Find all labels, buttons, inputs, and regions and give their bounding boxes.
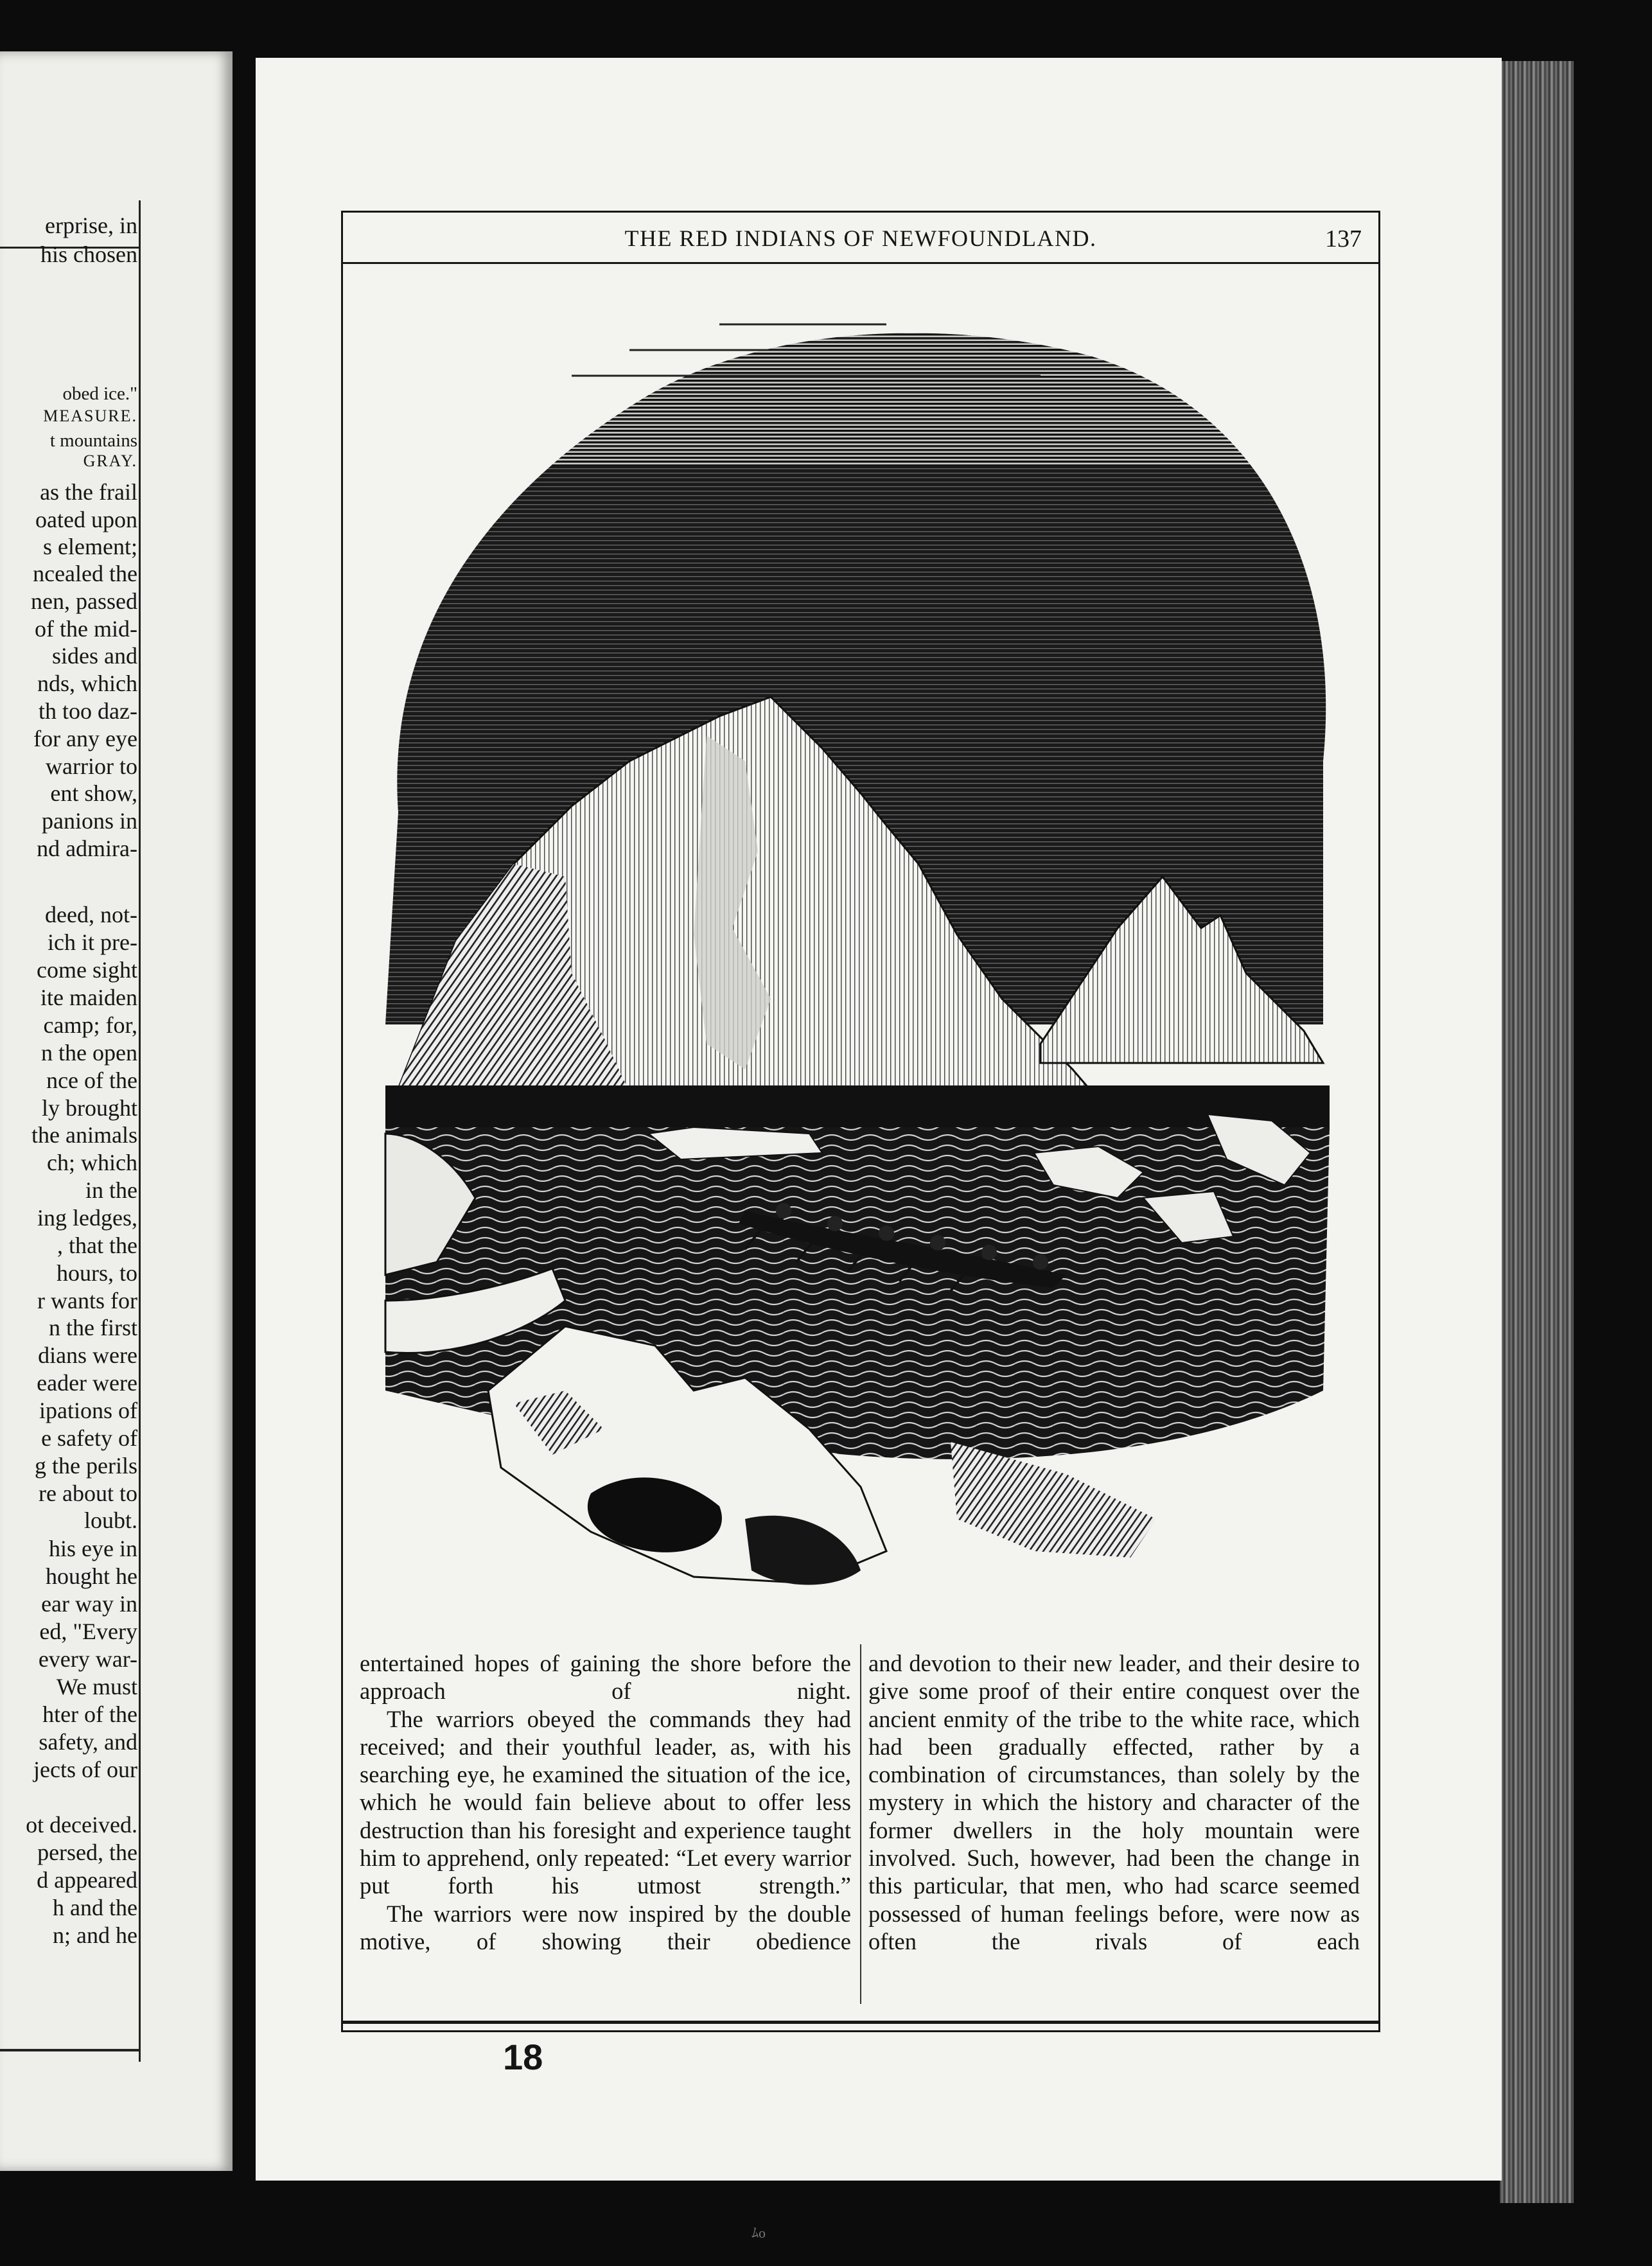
previous-page-line: ed, "Every	[39, 1619, 137, 1644]
signature-mark: 18	[503, 2037, 543, 2077]
previous-page-line: GRAY.	[83, 452, 137, 470]
previous-page-line: ich it pre-	[48, 929, 137, 955]
previous-page-line: n; and he	[53, 1922, 137, 1948]
previous-page-line: hours, to	[57, 1260, 137, 1286]
previous-page-line: ch; which	[47, 1150, 137, 1175]
text-column-right	[868, 1649, 1360, 1955]
previous-page-line: nds, which	[37, 671, 137, 696]
previous-page-line: the animals	[31, 1122, 137, 1148]
page-stack-edge	[1500, 61, 1574, 2203]
previous-page-line: hter of the	[42, 1701, 137, 1727]
previous-page-line: ent show,	[50, 780, 137, 806]
previous-page-line: dians were	[38, 1342, 137, 1368]
previous-page-line: as the frail	[40, 479, 137, 505]
paragraph: entertained hopes of gaining the shore before the approach of night.	[360, 1650, 851, 1705]
previous-page-line: obed ice."	[62, 383, 137, 404]
footer-rule	[341, 2021, 1380, 2024]
header-rule	[341, 262, 1380, 264]
previous-page-line: s element;	[43, 534, 137, 559]
paragraph: and devotion to their new leader, and their desire to give some proof of their entire conquest over the ancient enmity of the tribe to the white race, which had been gradually effected, rather by a combination of circumstances, than solely by the mystery in which the history and character of the former dwellers in the holy mountain were involved. Such, however, had been the change in this particular, that men, who had scarce seemed possessed of human feelings before, were now as often the rivals of each	[868, 1650, 1360, 1954]
previous-page-line: loubt.	[83, 1507, 137, 1533]
previous-page-line: for any eye	[33, 726, 137, 751]
text-column-left	[360, 1649, 851, 1955]
paragraph: The warriors obeyed the commands they had received; and their youthful leader, as, with his searching eye, he examined the situation of the ice, which he would fain believe about to offer less destruction than his foresight and experience taught him to apprehend, only repeated: “Let every warrior put forth his utmost strength.”	[360, 1705, 851, 1899]
previous-page-line: r wants for	[37, 1288, 137, 1313]
previous-page-line: safety, and	[39, 1729, 137, 1755]
previous-page-line: hought he	[46, 1563, 137, 1589]
page-number: 137	[1325, 225, 1362, 252]
running-title: THE RED INDIANS OF NEWFOUNDLAND.	[624, 225, 1097, 251]
previous-page-line: MEASURE.	[43, 407, 137, 425]
previous-page-line: in the	[85, 1177, 137, 1203]
paragraph: The warriors were now inspired by the double motive, of showing their obedience	[360, 1900, 851, 1954]
previous-page-line: ing ledges,	[37, 1205, 137, 1231]
previous-page	[0, 51, 233, 2171]
previous-page-line: warrior to	[46, 753, 137, 779]
previous-page-line: deed, not-	[45, 902, 137, 927]
previous-page-line: nce of the	[46, 1067, 137, 1093]
footer-mark: ﾑo	[751, 2225, 766, 2241]
previous-page-line: persed, the	[37, 1840, 137, 1865]
previous-page-line: re about to	[39, 1480, 137, 1506]
iceberg-engraving	[360, 299, 1362, 1635]
previous-page-bottom-rule	[0, 2049, 140, 2051]
previous-page-line: th too daz-	[39, 698, 137, 724]
previous-page-line: nd admira-	[37, 836, 137, 861]
previous-page-line: his eye in	[49, 1536, 137, 1561]
previous-page-line: oated upon	[35, 507, 137, 532]
previous-page-line: ear way in	[41, 1591, 137, 1617]
previous-page-line: panions in	[42, 808, 137, 834]
previous-page-line: h and the	[53, 1895, 137, 1920]
previous-page-line: d appeared	[37, 1867, 137, 1893]
previous-page-line: t mountains	[49, 430, 137, 451]
column-divider	[860, 1644, 861, 2004]
previous-page-line: eader were	[37, 1370, 137, 1396]
previous-page-line: ot deceived.	[26, 1812, 137, 1838]
previous-page-line: ly brought	[42, 1095, 137, 1121]
previous-page-line: his chosen	[40, 242, 137, 267]
previous-page-line: n the first	[49, 1315, 137, 1340]
previous-page-line: n the open	[41, 1040, 137, 1066]
previous-page-line: come sight	[37, 957, 137, 983]
previous-page-line: sides and	[52, 643, 137, 669]
previous-page-line: We must	[56, 1674, 137, 1699]
previous-page-line: jects of our	[33, 1757, 137, 1782]
previous-page-line: g the perils	[35, 1453, 137, 1479]
previous-page-line: ite maiden	[40, 985, 137, 1010]
previous-page-line: , that the	[57, 1233, 137, 1258]
previous-page-line: camp; for,	[43, 1012, 137, 1038]
previous-page-line: e safety of	[41, 1425, 137, 1451]
previous-page-line: every war-	[38, 1646, 137, 1672]
previous-page-line: of the mid-	[35, 616, 137, 642]
previous-page-line: ipations of	[39, 1398, 137, 1423]
previous-page-line: ncealed the	[33, 561, 137, 586]
previous-page-line: nen, passed	[31, 588, 137, 614]
previous-page-line: erprise, in	[45, 213, 137, 238]
